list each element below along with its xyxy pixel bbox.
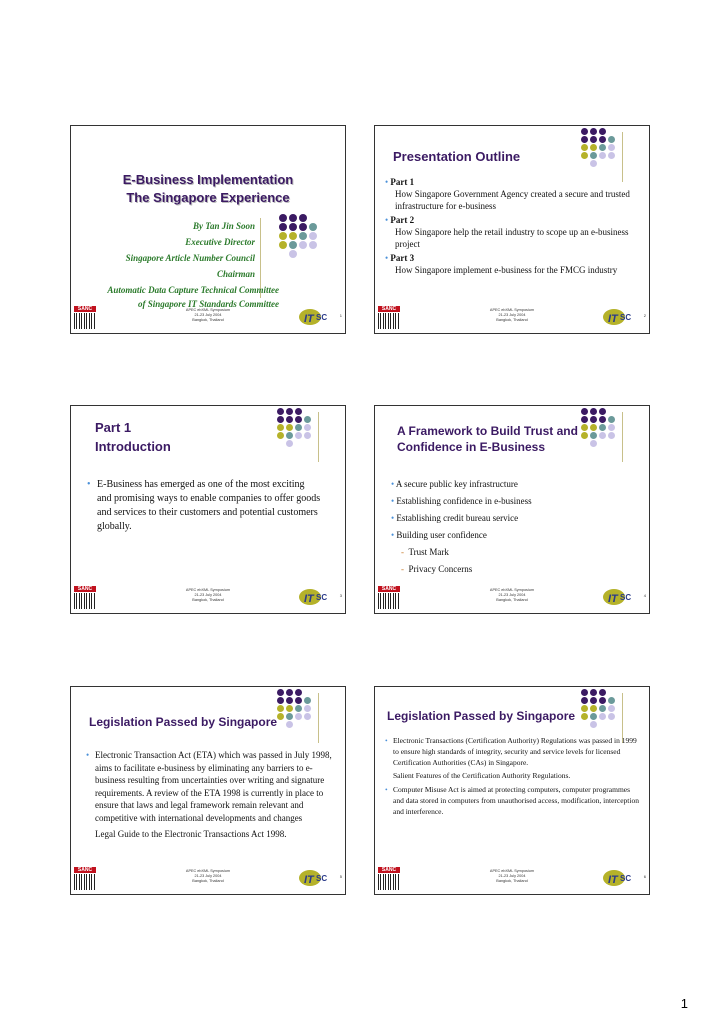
- slide-footer: SANC APEC ebXML Symposium 21-23 July 2004 Bangkok, Thailand IT SC 3: [74, 587, 342, 609]
- framework-bullet-2: Establishing confidence in e-business: [396, 496, 532, 506]
- slide-number: 6: [643, 874, 646, 879]
- svg-text:IT: IT: [304, 593, 314, 605]
- author-role-2: Chairman: [216, 269, 255, 279]
- framework-bullet-3: Establishing credit bureau service: [396, 513, 519, 523]
- ca-regulations-bullet: Electronic Transactions (Certification Authority) Regulations was passed in 1999 to ensure high standards of integrity, security and service levels for licensed Certification Authorities (CAs) in Singapore.: [393, 736, 637, 767]
- svg-text:SC: SC: [316, 313, 328, 322]
- author-committee-2: of Singapore IT Standards Committee: [137, 299, 279, 309]
- framework-sub-2: Privacy Concerns: [408, 564, 473, 574]
- eta-legal-guide: Legal Guide to the Electronic Transactions Act 1998.: [95, 829, 287, 839]
- intro-bullet: E-Business has emerged as one of the most exciting and promising ways to enable companies to offer goods and services to their customers and potential customers globally.: [97, 479, 321, 532]
- itsc-logo: [298, 868, 328, 888]
- svg-text:SC: SC: [316, 593, 328, 602]
- itsc-logo: [602, 587, 632, 607]
- barcode-logo: SANC: [378, 587, 400, 609]
- slide-number: 2: [643, 313, 646, 318]
- svg-text:IT: IT: [608, 874, 618, 886]
- framework-bullet-1: A secure public key infrastructure: [395, 479, 518, 489]
- slide-title: Legislation Passed by Singapore: [89, 715, 278, 729]
- itsc-logo: [298, 587, 328, 607]
- barcode-logo: SANC: [74, 868, 96, 890]
- framework-bullet-4: Building user confidence: [396, 530, 487, 540]
- slide-1: [70, 125, 346, 334]
- svg-text:IT: IT: [304, 874, 314, 886]
- slide-number: 1: [339, 313, 342, 318]
- slide-subtitle: Introduction: [95, 439, 171, 454]
- outline-text-2: How Singapore help the retail industry to scope up an e-business project: [395, 227, 629, 249]
- decorative-dots: [279, 214, 319, 258]
- svg-text:SC: SC: [620, 313, 632, 322]
- outline-text-1: How Singapore Government Agency created a secure and trusted infrastructure for e-business: [395, 189, 630, 211]
- framework-sub-1: Trust Mark: [408, 547, 449, 557]
- svg-text:SC: SC: [620, 874, 632, 883]
- slide-footer: SANC APEC ebXML Symposium 21-23 July 2004 Bangkok, Thailand IT SC 1: [74, 307, 342, 329]
- author-org: Singapore Article Number Council: [125, 253, 255, 263]
- svg-text:SC: SC: [316, 874, 328, 883]
- svg-text:SC: SC: [620, 593, 632, 602]
- slide-title: A Framework to Build Trust and: [397, 424, 578, 438]
- barcode-logo: SANC: [378, 307, 400, 329]
- decorative-dots: [277, 408, 315, 447]
- barcode-logo: SANC: [378, 868, 400, 890]
- slide-footer: SANC APEC ebXML Symposium 21-23 July 2004 Bangkok, Thailand IT SC 6: [378, 868, 646, 890]
- slide-2: Presentation Outline • Part 1 How Singapore Government Agency created a secure and trusted infrastructure for e-business • Part 2 How Singapore help the retail industry to scope up an e-business project • Part 3 How Singapore implement e-business for the FMCG industry SANC APEC ebXML Symposium 21-23 July 2004 Bangkok, Thailand IT SC 2: [374, 125, 650, 334]
- slide-title: Presentation Outline: [393, 149, 521, 164]
- slide-footer: SANC APEC ebXML Symposium 21-23 July 2004 Bangkok, Thailand IT SC 5: [74, 868, 342, 890]
- svg-text:IT: IT: [608, 313, 618, 325]
- decorative-dots: [581, 408, 619, 447]
- ca-salient-features: Salient Features of the Certification Authority Regulations.: [393, 771, 571, 780]
- svg-text:IT: IT: [304, 313, 314, 325]
- document-page-number: 1: [680, 996, 688, 1011]
- slide-3: Part 1 Introduction • E-Business has emerged as one of the most exciting and promising ways to enable companies to offer goods and services to their customers and potential customers globally. SANC APEC ebXML Symposium 21-23 July 2004 Bangkok, Thailand IT SC 3: [70, 405, 346, 614]
- eta-bullet: Electronic Transaction Act (ETA) which was passed in July 1998, aims to facilitate e-business by eliminating any barriers to e-business resulting from uncertainties over writing and signature requirements. A review of the ETA 1998 is currently in place to ensure that laws and legal framework remain relevant and competitive with international developments and changes: [95, 750, 332, 823]
- author-role: Executive Director: [185, 237, 255, 247]
- slide-title: Legislation Passed by Singapore: [387, 709, 576, 723]
- slide-title: Part 1: [95, 420, 132, 435]
- barcode-logo: SANC: [74, 307, 96, 329]
- slide-footer: SANC APEC ebXML Symposium 21-23 July 2004 Bangkok, Thailand IT SC 2: [378, 307, 646, 329]
- slide-title: E-Business Implementation: [122, 172, 294, 187]
- svg-text:IT: IT: [608, 593, 618, 605]
- outline-part-3: Part 3: [390, 253, 415, 263]
- slide-number: 4: [643, 593, 646, 598]
- decorative-dots: [581, 689, 619, 728]
- slide-subtitle: Confidence in E-Business: [397, 440, 546, 454]
- slide-6: Legislation Passed by Singapore • Electronic Transactions (Certification Authority) Regulations was passed in 1999 to ensure high standards of integrity, security and service levels for licensed Certification Authorities (CAs) in Singapore. Salient Features of the Certification Authority Regulations. • Computer Misuse Act is aimed at protecting computers, computer programmes and data stored in computers from unauthorised access, modification, interception and interference. SANC APEC ebXML Symposium 21-23 July 2004 Bangkok, Thailand IT SC 6: [374, 686, 650, 895]
- outline-part-1: Part 1: [390, 177, 415, 187]
- slide-number: 3: [339, 593, 342, 598]
- itsc-logo: [298, 307, 328, 327]
- author-committee: Automatic Data Capture Technical Committee: [107, 285, 279, 295]
- slide-footer: SANC APEC ebXML Symposium 21-23 July 2004 Bangkok, Thailand IT SC 4: [378, 587, 646, 609]
- itsc-logo: [602, 307, 632, 327]
- slide-4: A Framework to Build Trust and Confidence in E-Business • A secure public key infrastructure • Establishing confidence in e-business • Establishing credit bureau service • Building user confidence - Trust Mark - Privacy Concerns SANC APEC ebXML Symposium 21-23 July 2004 Bangkok, Thailand IT SC 4: [374, 405, 650, 614]
- slide-number: 5: [339, 874, 342, 879]
- author-name: By Tan Jin Soon: [193, 221, 255, 231]
- slide-5: Legislation Passed by Singapore • Electronic Transaction Act (ETA) which was passed in July 1998, aims to facilitate e-business by eliminating any barriers to e-business resulting from uncertainties over writing and signature requirements. A review of the ETA 1998 is currently in place to ensure that laws and legal framework remain relevant and competitive with international developments and changes Legal Guide to the Electronic Transactions Act 1998. SANC APEC ebXML Symposium 21-23 July 2004 Bangkok, Thailand IT SC 5: [70, 686, 346, 895]
- decorative-dots: [581, 128, 619, 167]
- decorative-dots: [277, 689, 315, 728]
- itsc-logo: [602, 868, 632, 888]
- outline-text-3: How Singapore implement e-business for the FMCG industry: [395, 265, 618, 275]
- slide-subtitle: The Singapore Experience: [126, 190, 290, 205]
- barcode-logo: SANC: [74, 587, 96, 609]
- outline-part-2: Part 2: [390, 215, 415, 225]
- computer-misuse-bullet: Computer Misuse Act is aimed at protecting computers, computer programmes and data stored in computers from unauthorised access, modification, interception and interference.: [393, 785, 639, 816]
